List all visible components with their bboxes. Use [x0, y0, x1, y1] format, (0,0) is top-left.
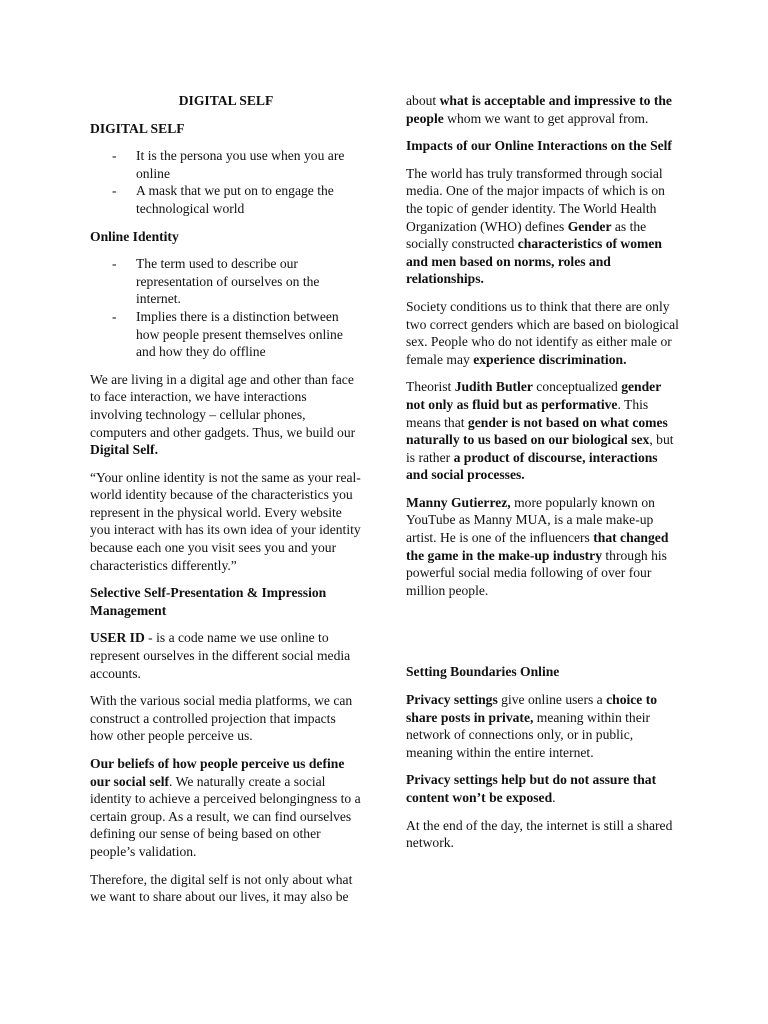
butler-paragraph: Theorist Judith Butler conceptualized gender not only as fluid but as performative. This means that gender is not based on what comes naturally to us based on our biological sex, but is rather a product of discourse, interactions and social processes. [406, 379, 674, 483]
user-id-paragraph: USER ID - is a code name we use online to represent ourselves in the different social media accounts. [90, 630, 351, 681]
end-paragraph: At the end of the day, the internet is still a shared network. [406, 817, 673, 851]
manny-paragraph: Manny Gutierrez, more popularly known on YouTube as Manny MUA, is a male make-up artist. He is one of the influencers that changed the game in the make-up industry through his powerful social media following of over four million people. [406, 494, 669, 598]
right-column [406, 92, 682, 862]
therefore-paragraph: Therefore, the digital self is not only about what we want to share about our lives, it may also be [90, 871, 353, 905]
list-item: - Implies there is a distinction between how people present themselves online and how they do offline [90, 308, 362, 361]
beliefs-paragraph: Our beliefs of how people perceive us define our social self. We naturally create a social identity to achieve a perceived belongingness to a certain group. As a result, we can find ourselves defining our sense of being based on other people’s validation. [90, 756, 361, 859]
identity-quote: “Your online identity is not the same as your real-world identity because of the characteristics you represent in the physical world. Every website you interact with has its own idea of your identity because each one you visit sees you and your characteristics differently.” [90, 469, 361, 573]
impacts-heading: Impacts of our Online Interactions on the Self [406, 138, 672, 154]
online-identity-heading: Online Identity [90, 228, 179, 244]
list-item: - A mask that we put on to engage the technological world [90, 182, 362, 217]
boundaries-heading: Setting Boundaries Online [406, 664, 560, 680]
list-item: - It is the persona you use when you are online [90, 147, 362, 182]
digital-age-paragraph: We are living in a digital age and other than face to face interaction, we have interactions involving technology – cellular phones, computers and other gadgets. Thus, we build our Digital Self. [90, 371, 356, 458]
platforms-paragraph: With the various social media platforms, we can construct a controlled projection that impacts how other people perceive us. [90, 693, 353, 744]
privacy-paragraph: Privacy settings give online users a choice to share posts in private, meaning within their network of connections only, or in public, meaning within the entire internet. [406, 692, 658, 760]
selective-self-heading: Selective Self-Presentation & Impression Management [90, 585, 327, 618]
society-paragraph: Society conditions us to think that there are only two correct genders which are based on biological sex. People who do not identify as either male or female may experience discrimination. [406, 298, 679, 367]
digital-self-list [90, 147, 362, 217]
spacer [406, 609, 682, 663]
page-title: DIGITAL SELF [178, 93, 274, 108]
list-item: - The term used to describe our representation of ourselves on the internet. [90, 255, 362, 308]
gender-definition-paragraph: The world has truly transformed through social media. One of the major impacts of which is on the topic of gender identity. The World Health Organization (WHO) defines Gender as the socially constructed characteristics of women and men based on norms, roles and relationships. [406, 165, 665, 287]
digital-self-heading: DIGITAL SELF [90, 120, 185, 136]
online-identity-list [90, 255, 362, 361]
left-column [90, 92, 362, 916]
privacy-help-paragraph: Privacy settings help but do not assure that content won’t be exposed. [406, 772, 657, 805]
continuation-paragraph: about what is acceptable and impressive to the people whom we want to get approval from. [406, 93, 672, 126]
